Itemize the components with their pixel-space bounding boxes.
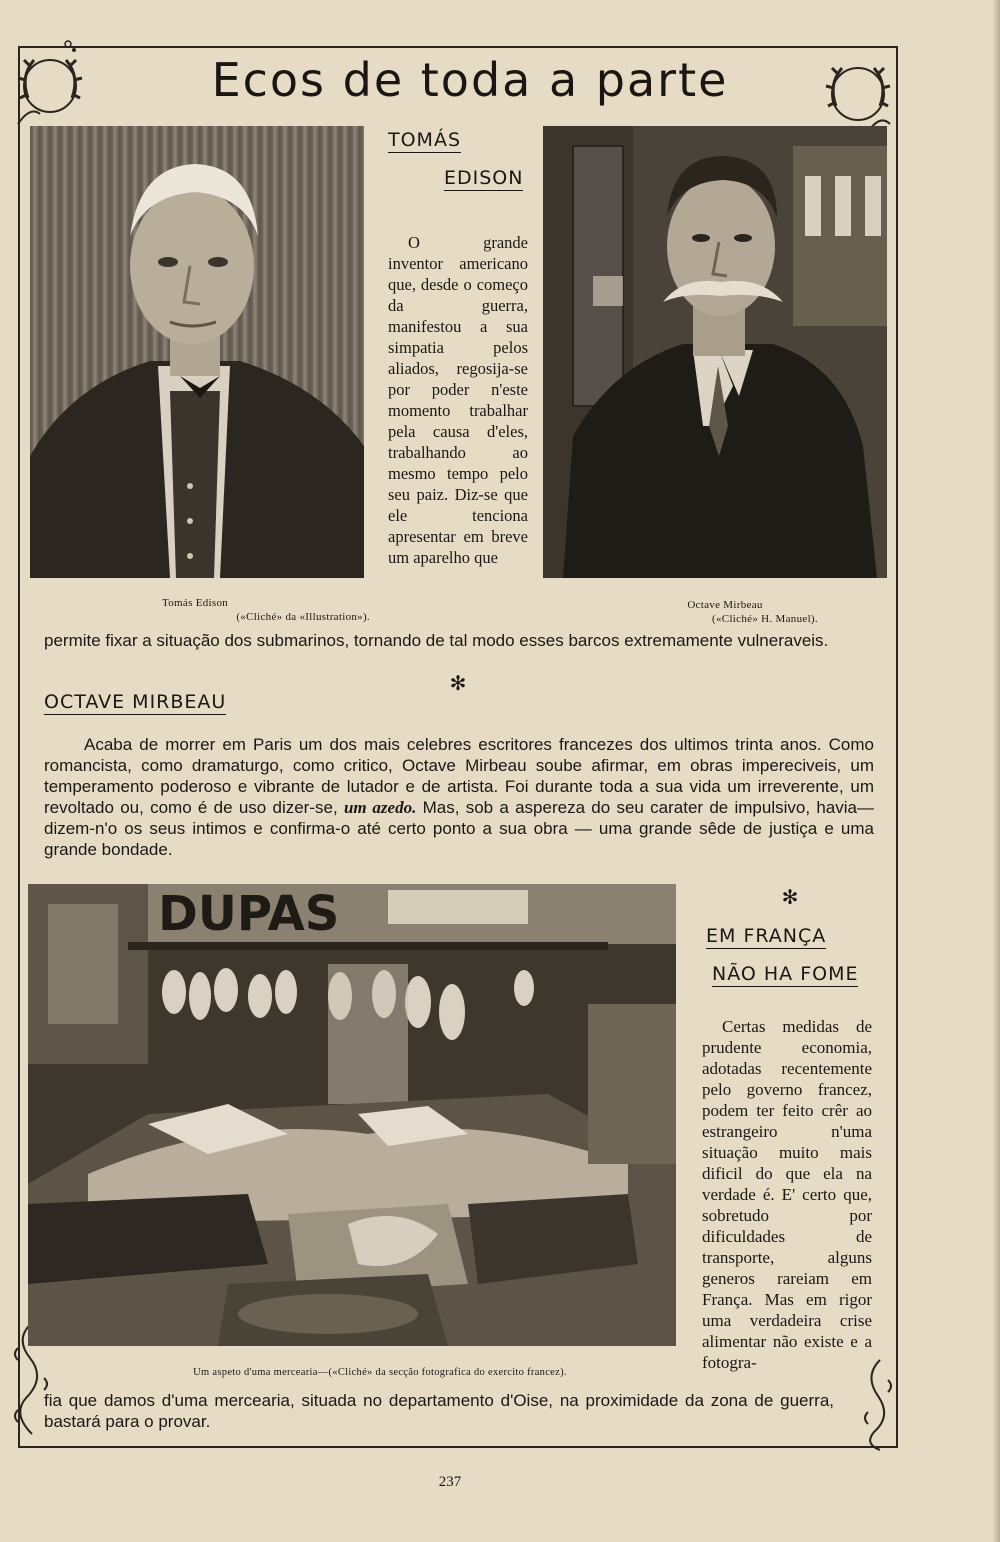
franca-heading-line2: NÃO HA FOME bbox=[712, 963, 859, 985]
separator-star-1: ✻ bbox=[449, 673, 467, 695]
franca-column-text bbox=[702, 1016, 872, 1373]
mirbeau-text-emphasis: um azedo. bbox=[343, 798, 417, 817]
mirbeau-paragraph bbox=[44, 734, 874, 860]
laurel-ornament-top-right bbox=[818, 44, 894, 136]
franca-continuation-text: fia que damos d'uma mercearia, situada no departamento d'Oise, na proximidade da zona de guerra, bastará para o provar. bbox=[44, 1391, 834, 1431]
page-title: Ecos de toda a parte bbox=[211, 53, 729, 107]
mirbeau-caption-name: Octave Mirbeau bbox=[687, 599, 763, 611]
edison-photo bbox=[30, 126, 364, 578]
edison-heading-line2: EDISON bbox=[444, 167, 524, 189]
edison-column-text bbox=[388, 232, 528, 568]
page-edge-shadow bbox=[992, 0, 1000, 1542]
edison-continuation bbox=[44, 630, 878, 651]
mirbeau-photo-caption bbox=[600, 598, 890, 626]
laurel-ornament-top-left bbox=[10, 36, 86, 128]
edison-caption-name: Tomás Edison bbox=[162, 597, 229, 609]
mirbeau-caption-credit: («Cliché» H. Manuel). bbox=[712, 613, 818, 625]
edison-photo-caption bbox=[140, 596, 380, 624]
mirbeau-text-part2: Mas, sob a aspereza do seu carater de impulsivo, havia—dizem-n'o os seus intimos e confirma-o até certo ponto a sua obra — uma grande sêde de justiça e uma grande bondade. bbox=[44, 798, 874, 859]
edison-heading-line1: TOMÁS bbox=[388, 129, 462, 151]
page-number: 237 bbox=[438, 1474, 462, 1490]
mirbeau-article-text bbox=[44, 734, 874, 860]
edison-continuation-text: permite fixar a situação dos submarinos, tornando de tal modo esses barcos extremamente vulneraveis. bbox=[44, 631, 829, 650]
separator-star-2: ✻ bbox=[781, 887, 799, 909]
edison-caption-credit: («Cliché» da «Illustration»). bbox=[236, 611, 370, 623]
mirbeau-photo bbox=[543, 126, 887, 578]
grocery-photo-caption: Um aspeto d'uma mercearia—(«Cliché» da secção fotografica do exercito francez). bbox=[193, 1367, 567, 1378]
franca-continuation bbox=[44, 1390, 834, 1432]
edison-paragraph: O grande inventor americano que, desde o começo da guerra, manifestou a sua simpatia pelos aliados, regosija-se por poder n'este momento trabalhar pela causa d'eles, trabalhando ao mesmo tempo pelo seu paiz. Diz-se que ele tenciona apresentar em breve um aparelho que bbox=[388, 233, 528, 567]
franca-heading-line1: EM FRANÇA bbox=[706, 925, 827, 947]
mirbeau-text-part1: Acaba de morrer em Paris um dos mais celebres escritores francezes dos ultimos trinta anos. Como romancista, como dramaturgo, como critico, Octave Mirbeau soube afirmar, em obras impereciveis, um temperamento poderoso e vibrante de lutador e de artista. Foi durante toda a sua vida um irreverente, um revoltado ou, como é de uso dizer-se, bbox=[44, 735, 874, 817]
mirbeau-heading: OCTAVE MIRBEAU bbox=[44, 691, 227, 713]
grocery-photo bbox=[28, 884, 676, 1346]
shop-sign: DUPAS bbox=[158, 886, 340, 942]
franca-paragraph: Certas medidas de prudente economia, adotadas recentemente pelo governo francez, podem ter feito crêr ao estrangeiro n'uma situação muito mais dificil do que ela na verdade é. E' certo que, sobretudo por dificuldades de transporte, alguns generos rareiam em França. Mas em rigor uma verdadeira crise alimentar não existe e a fotogra- bbox=[702, 1017, 872, 1372]
